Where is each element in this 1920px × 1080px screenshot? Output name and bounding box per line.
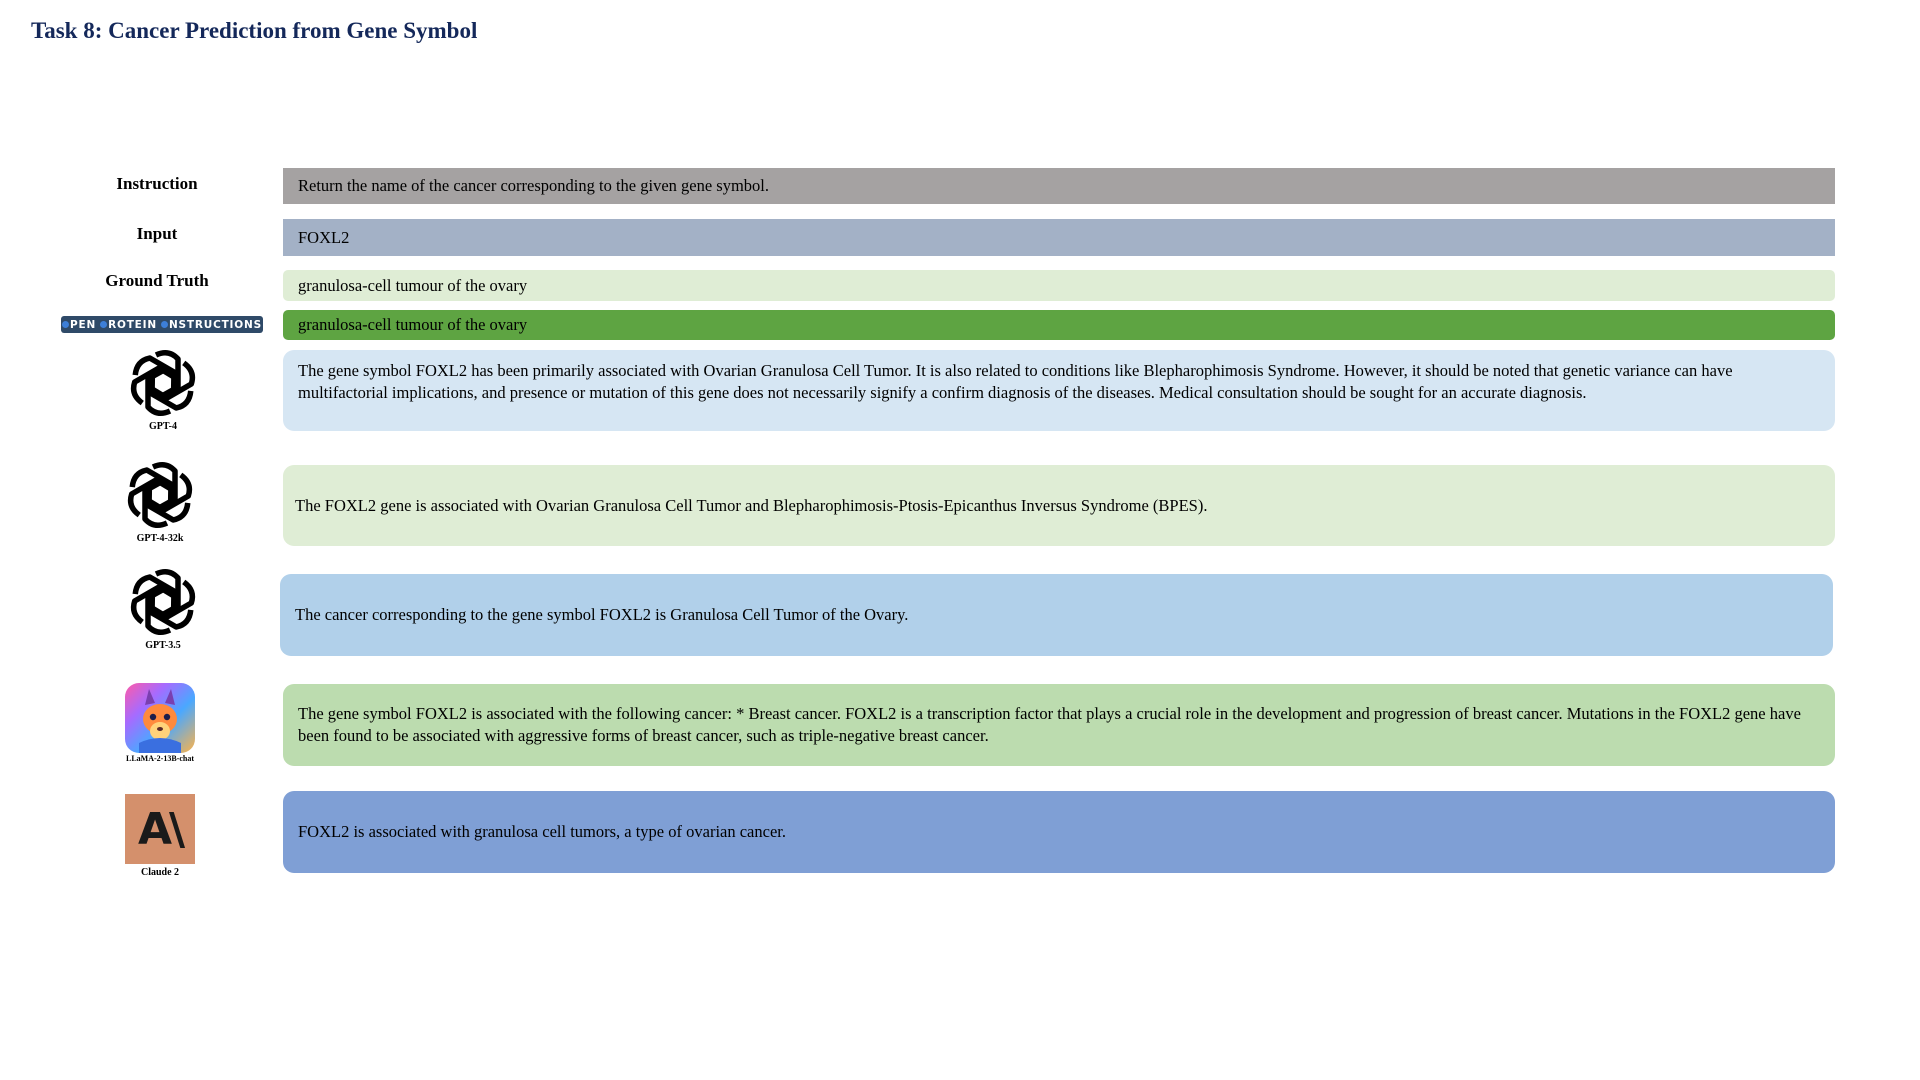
ground-truth-label: Ground Truth (105, 271, 209, 290)
model-name-gpt-3-5: GPT-3.5 (145, 640, 181, 651)
gpt-4-32k-answer-box (283, 465, 1835, 546)
llama-face-icon (125, 683, 195, 753)
ground-truth-box (283, 270, 1835, 301)
model-name-gpt-4-32k: GPT-4-32k (136, 533, 184, 544)
openai-logo-icon (126, 346, 200, 420)
gpt-4-answer-text: The gene symbol FOXL2 has been primarily associated with Ovarian Granulosa Cell Tumor. It is also related to conditions like Blepharophimosis Syndrome. However, it should be noted that genetic variance can have multifactorial implications, and presence or mutation of this gene does not necessarily signify a confirm diagnosis of the diseases. Medical consultation should be sought for an accurate diagnosis. (298, 361, 1733, 402)
llama-answer-text: The gene symbol FOXL2 is associated with the following cancer: * Breast cancer. FOXL2 is a transcription factor that plays a crucial role in the development and progression of breast cancer. Mutations in the FOXL2 gene have been found to be associated with aggressive forms of breast cancer, such as triple-negative breast cancer. (298, 704, 1801, 745)
opi-logo-badge (61, 316, 263, 333)
input-label: Input (136, 224, 178, 243)
opi-dot-icon (100, 321, 107, 328)
model-claude-2 (100, 794, 220, 878)
gpt-4-32k-answer-text: The FOXL2 gene is associated with Ovarian Granulosa Cell Tumor and Blepharophimosis-Ptosis-Epicanthus Inversus Syndrome (BPES). (295, 495, 1208, 515)
input-text: FOXL2 (298, 227, 350, 247)
llama-answer-box (283, 684, 1835, 766)
instruction-label: Instruction (116, 174, 198, 193)
llama-logo-icon (125, 683, 195, 753)
model-gpt-3-5 (103, 565, 223, 651)
opi-badge-part-3: NSTRUCTIONS (168, 318, 262, 331)
instruction-text: Return the name of the cancer corresponding to the given gene symbol. (298, 176, 770, 195)
model-name-llama-2-13b-chat: LLaMA-2-13B-chat (126, 754, 194, 763)
model-gpt-4-32k (100, 458, 220, 544)
ground-truth-text: granulosa-cell tumour of the ovary (298, 275, 528, 295)
claude-answer-text: FOXL2 is associated with granulosa cell tumors, a type of ovarian cancer. (298, 822, 786, 841)
anthropic-logo-icon: A\ (125, 794, 195, 864)
opi-badge-part-1: PEN (70, 318, 97, 331)
model-name-claude-2: Claude 2 (140, 867, 180, 878)
instruction-box (283, 168, 1835, 204)
openai-logo-icon (126, 565, 200, 639)
model-name-gpt-4: GPT-4 (149, 421, 177, 432)
opi-answer-box (283, 310, 1835, 340)
input-box (283, 219, 1835, 256)
opi-dot-icon (161, 321, 168, 328)
opi-answer-text: granulosa-cell tumour of the ovary (298, 315, 528, 334)
opi-dot-icon (62, 321, 69, 328)
openai-logo-icon (123, 458, 197, 532)
gpt-4-answer-box (283, 350, 1835, 431)
page-title: Task 8: Cancer Prediction from Gene Symbol (31, 18, 478, 43)
claude-answer-box (283, 791, 1835, 873)
gpt-3-5-answer-text: The cancer corresponding to the gene symbol FOXL2 is Granulosa Cell Tumor of the Ovary. (295, 605, 909, 624)
opi-badge-part-2: ROTEIN (108, 318, 157, 331)
gpt-3-5-answer-box (280, 574, 1833, 656)
model-llama-2-13b-chat (100, 683, 220, 763)
model-gpt-4 (103, 346, 223, 432)
